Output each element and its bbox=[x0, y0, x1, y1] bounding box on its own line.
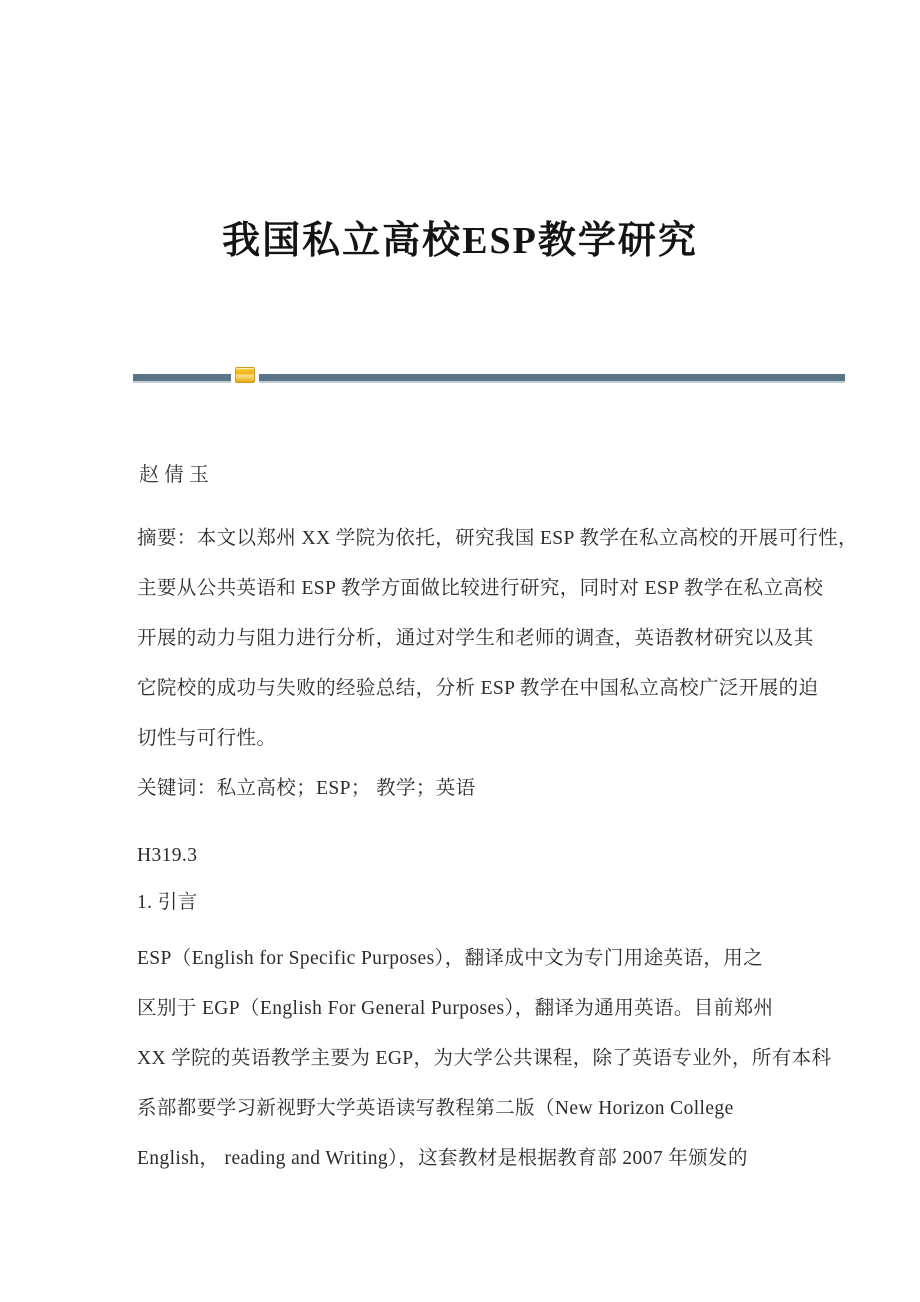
abstract-line: 开展的动力与阻力进行分析，通过对学生和老师的调查，英语教材研究以及其 bbox=[137, 628, 814, 649]
body-line: XX 学院的英语教学主要为 EGP，为大学公共课程，除了英语专业外，所有本科 bbox=[137, 1048, 832, 1069]
body-paragraph bbox=[137, 934, 832, 1184]
body-line: English， reading and Writing），这套教材是根据教育部 2007 年颁发的 bbox=[137, 1148, 748, 1169]
abstract-paragraph bbox=[137, 514, 858, 814]
abstract-line: 摘要：本文以郑州 XX 学院为依托，研究我国 ESP 教学在私立高校的开展可行性， bbox=[137, 528, 858, 549]
section-heading-text: 1. 引言 bbox=[137, 892, 198, 913]
keywords-line: 关键词：私立高校；ESP； 教学；英语 bbox=[137, 778, 476, 799]
abstract-line: 切性与可行性。 bbox=[137, 728, 277, 749]
divider-bar-right bbox=[259, 374, 845, 383]
horizontal-divider bbox=[133, 367, 845, 383]
classification-code bbox=[137, 831, 797, 881]
gold-sheet-icon bbox=[235, 367, 255, 383]
abstract-line: 它院校的成功与失败的经验总结，分析 ESP 教学在中国私立高校广泛开展的迫 bbox=[137, 678, 819, 699]
author-name: 赵倩玉 bbox=[139, 464, 214, 486]
body-line: 系部都要学习新视野大学英语读写教程第二版（New Horizon College bbox=[137, 1098, 734, 1119]
body-line: 区别于 EGP（English For General Purposes），翻译为通用英语。目前郑州 bbox=[137, 998, 774, 1019]
section-heading bbox=[137, 878, 797, 928]
abstract-line: 主要从公共英语和 ESP 教学方面做比较进行研究，同时对 ESP 教学在私立高校 bbox=[137, 578, 824, 599]
divider-bar-left bbox=[133, 374, 231, 383]
classification-code-text: H319.3 bbox=[137, 845, 198, 866]
doc-title: 我国私立高校ESP教学研究 bbox=[222, 220, 698, 262]
body-line: ESP（English for Specific Purposes），翻译成中文为专门用途英语，用之 bbox=[137, 948, 764, 969]
